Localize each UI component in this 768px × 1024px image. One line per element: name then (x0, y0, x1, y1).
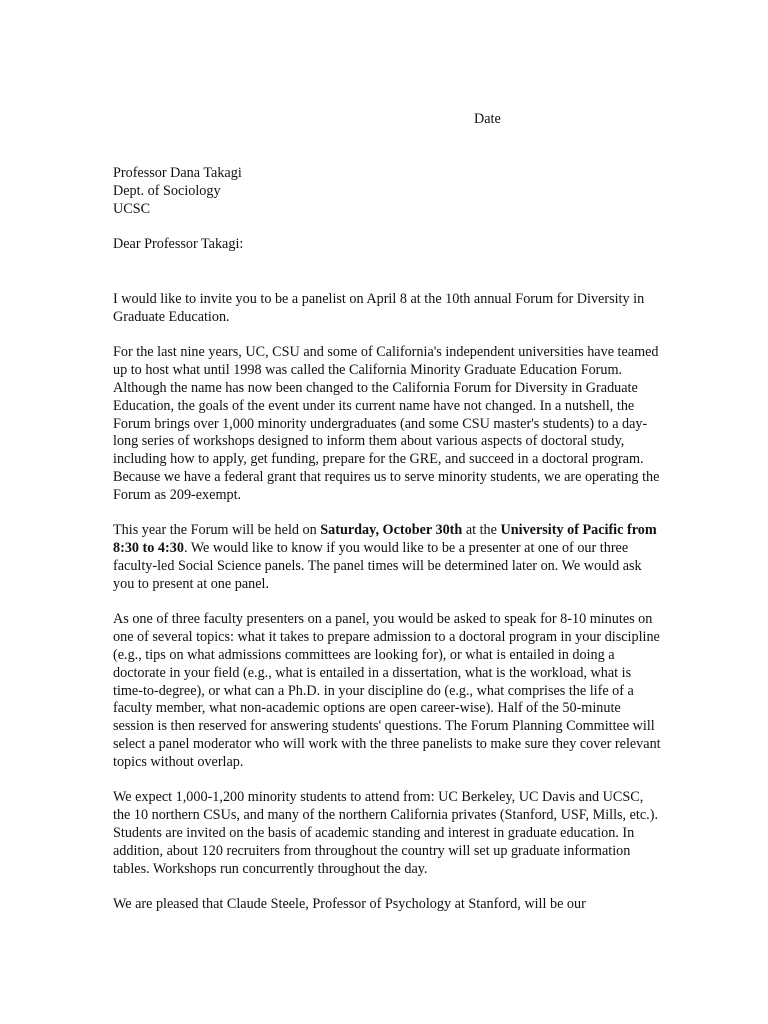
paragraph-panel-role: As one of three faculty presenters on a panel, you would be asked to speak for 8-10 minutes on one of several topics: what it takes to prepare admission to a doctoral program in your discipline (e.g., tips on what admissions committees are looking for), or what is entailed in doing a doctorate in your field (e.g., what is entailed in a dissertation, what is the workload, what is time-to-degree), or what can a Ph.D. in your discipline do (e.g., what comprises the life of a faculty member, what non-academic options are open career-wise). Half of the 50-minute session is then reserved for answering students' questions. The Forum Planning Committee will select a panel moderator who will work with the three panelists to make sure they cover relevant topics without overlap. (113, 611, 661, 770)
paragraph-history: For the last nine years, UC, CSU and some of California's independent universities have teamed up to host what until 1998 was called the California Minority Graduate Education Forum. Although the name has now been changed to the California Forum for Diversity in Graduate Education, the goals of the event under its current name have not changed. In a nutshell, the Forum brings over 1,000 minority undergraduates (and some CSU master's students) to a day-long series of workshops designed to inform them about various aspects of doctoral study, including how to apply, get funding, prepare for the GRE, and succeed in a doctoral program. Because we have a federal grant that requires us to serve minority students, we are operating the Forum as 209-exempt. (113, 344, 660, 503)
letter-body (113, 291, 661, 932)
date-label: Date (474, 111, 501, 127)
event-text-3: . We would like to know if you would like to be a presenter at one of our three faculty-led Social Science panels. The panel times will be determined later on. We would ask you to present at one panel. (113, 540, 642, 592)
paragraph-invitation: I would like to invite you to be a panelist on April 8 at the 10th annual Forum for Diversity in Graduate Education. (113, 291, 645, 325)
event-text-2: at the (462, 522, 501, 539)
paragraph-keynote: We are pleased that Claude Steele, Professor of Psychology at Stanford, will be our (113, 896, 586, 913)
event-text-1: This year the Forum will be held on (113, 522, 321, 539)
salutation: Dear Professor Takagi: (113, 236, 244, 252)
paragraph-event-details (113, 522, 661, 593)
paragraph-attendance: We expect 1,000-1,200 minority students to attend from: UC Berkeley, UC Davis and UCSC, the 10 northern CSUs, and many of the northern California privates (Stanford, USF, Mills, etc.). Students are invited on the basis of academic standing and interest in graduate education. In addition, about 120 recruiters from throughout the country will set up graduate information tables. Workshops run concurrently throughout the day. (113, 789, 658, 877)
recipient-name: Professor Dana Takagi (113, 165, 242, 181)
recipient-address (113, 165, 242, 218)
event-date: Saturday, October 30th (320, 522, 463, 539)
recipient-institution: UCSC (113, 200, 151, 217)
event-location-time: University of Pacific from 8:30 to 4:30 (113, 522, 657, 557)
recipient-dept: Dept. of Sociology (113, 182, 221, 199)
